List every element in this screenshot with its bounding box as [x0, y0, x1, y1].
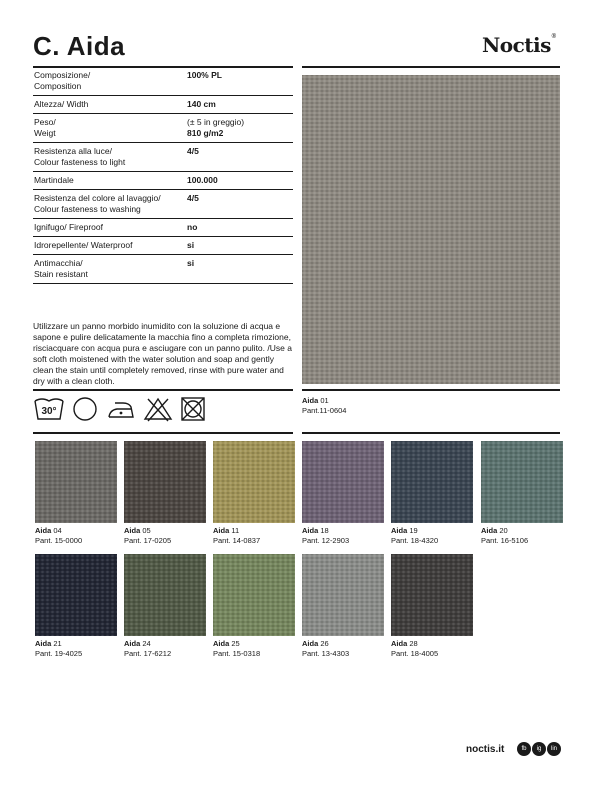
swatch-pantone: Pant. 19-4025	[35, 649, 83, 658]
swatch-code: 11	[231, 526, 240, 535]
main-swatch-caption	[302, 396, 346, 416]
swatch-code: 05	[142, 526, 151, 535]
spec-row	[33, 143, 293, 172]
swatch-name: Aida	[35, 639, 52, 648]
swatch-name: Aida	[302, 639, 319, 648]
spec-label: Composizione/ Composition	[34, 70, 91, 91]
spec-label: Altezza/ Width	[34, 99, 89, 109]
swatch-code: 04	[53, 526, 62, 535]
spec-row	[33, 190, 293, 219]
swatch-name: Aida	[124, 639, 141, 648]
fabric-swatch	[302, 554, 384, 636]
spec-value: (± 5 in greggio) 810 g/m2	[187, 117, 245, 138]
swatch-pantone: Pant. 18-4005	[391, 649, 439, 658]
swatch-code: 28	[409, 639, 418, 648]
wash-temp-label: 30°	[41, 406, 57, 417]
fabric-swatch	[391, 441, 473, 523]
iron-low-icon	[105, 395, 137, 423]
spec-value: 4/5	[187, 193, 199, 203]
fabric-swatch	[124, 554, 206, 636]
spec-label: Peso/ Weigt	[34, 117, 56, 138]
footer-site[interactable]: noctis.it	[466, 744, 505, 755]
spec-label: Resistenza del colore al lavaggio/ Colour fasteness to washing	[34, 193, 161, 214]
spec-label: Antimacchia/ Stain resistant	[34, 258, 88, 279]
spec-row	[33, 67, 293, 96]
swatch-code: 01	[320, 396, 329, 405]
swatch-code: 18	[320, 526, 329, 535]
swatch-name: Aida	[213, 639, 230, 648]
swatch-code: 24	[142, 639, 151, 648]
swatch-caption	[481, 526, 528, 546]
swatch-caption	[213, 639, 260, 659]
swatch-name: Aida	[391, 526, 408, 535]
swatch-pantone: Pant. 12-2903	[302, 536, 350, 545]
swatch-caption	[35, 639, 82, 659]
swatch-pantone: Pant. 18-4320	[391, 536, 439, 545]
facebook-icon[interactable]: fb	[517, 742, 531, 756]
swatch-caption	[124, 526, 171, 546]
spec-label: Ignifugo/ Fireproof	[34, 222, 103, 232]
swatch-name: Aida	[213, 526, 230, 535]
swatch-name: Aida	[302, 526, 319, 535]
fabric-swatch	[35, 441, 117, 523]
swatch-name: Aida	[481, 526, 498, 535]
no-bleach-triangle-icon	[143, 395, 173, 423]
spec-value: 4/5	[187, 146, 199, 156]
spec-table	[33, 67, 293, 284]
brand-logo-text: Noctis	[482, 33, 551, 57]
swatch-code: 26	[320, 639, 329, 648]
linkedin-icon[interactable]: lin	[547, 742, 561, 756]
fabric-swatch	[213, 441, 295, 523]
swatch-pantone: Pant. 17-6212	[124, 649, 172, 658]
spec-row	[33, 255, 293, 284]
swatch-caption	[302, 639, 349, 659]
spec-value: 100.000	[187, 175, 218, 185]
spec-value: si	[187, 258, 195, 268]
swatch-caption	[391, 526, 438, 546]
care-icons	[33, 395, 207, 423]
swatch-caption	[213, 526, 260, 546]
fabric-swatch	[213, 554, 295, 636]
spec-row	[33, 114, 293, 143]
swatch-code: 25	[231, 639, 240, 648]
spec-label: Resistenza alla luce/ Colour fasteness to light	[34, 146, 126, 167]
fabric-swatch	[124, 441, 206, 523]
wash-30-icon	[33, 395, 65, 423]
top-rule-right	[302, 66, 560, 68]
swatch-code: 21	[53, 639, 62, 648]
care-rule	[33, 389, 293, 391]
swatch-caption	[391, 639, 438, 659]
instagram-icon[interactable]: ig	[532, 742, 546, 756]
swatch-pantone: Pant. 13-4303	[302, 649, 350, 658]
brand-logo: Noctis®	[482, 33, 557, 57]
spec-row	[33, 172, 293, 190]
swatch-name: Aida	[35, 526, 52, 535]
swatch-pantone: Pant.11-0604	[302, 406, 347, 415]
swatch-name: Aida	[391, 639, 408, 648]
fabric-swatch	[302, 441, 384, 523]
spec-row	[33, 237, 293, 255]
swatch-caption	[124, 639, 171, 659]
swatch-caption	[35, 526, 82, 546]
spec-label: Idrorepellente/ Waterproof	[34, 240, 133, 250]
spec-row	[33, 96, 293, 114]
swatch-name: Aida	[124, 526, 141, 535]
spec-value: 140 cm	[187, 99, 216, 109]
swatch-pantone: Pant. 16-5106	[481, 536, 529, 545]
spec-value: 100% PL	[187, 70, 222, 80]
swatch-code: 19	[409, 526, 418, 535]
swatch-pantone: Pant. 15-0000	[35, 536, 83, 545]
care-instructions: Utilizzare un panno morbido inumidito con la soluzione di acqua e sapone e pulire delicatamente la macchia fino a completa rimozione, risciacquare con acqua pura e asciugare con un panno pulito. /Use a soft cloth moistened with the water solution and soap and gently clean the stain until completely removed, rinse with pure water and dry with a clean cloth.	[33, 321, 292, 386]
swatch-code: 20	[499, 526, 508, 535]
no-tumble-dry-icon	[179, 395, 207, 423]
swatch-pantone: Pant. 15-0318	[213, 649, 261, 658]
grid-rule-left	[33, 432, 293, 434]
page-title: C. Aida	[33, 31, 126, 61]
main-swatch-rule	[302, 389, 560, 391]
swatch-pantone: Pant. 17-0205	[124, 536, 172, 545]
spec-label: Martindale	[34, 175, 74, 185]
grid-rule-right	[302, 432, 560, 434]
fabric-swatch	[391, 554, 473, 636]
main-fabric-swatch	[302, 75, 560, 384]
spec-value: no	[187, 222, 198, 232]
spec-value: si	[187, 240, 195, 250]
swatch-name: Aida	[302, 396, 319, 405]
spec-row	[33, 219, 293, 237]
fabric-swatch	[481, 441, 563, 523]
no-bleach-circle-icon	[71, 395, 99, 423]
swatch-pantone: Pant. 14-0837	[213, 536, 261, 545]
fabric-swatch	[35, 554, 117, 636]
swatch-caption	[302, 526, 349, 546]
